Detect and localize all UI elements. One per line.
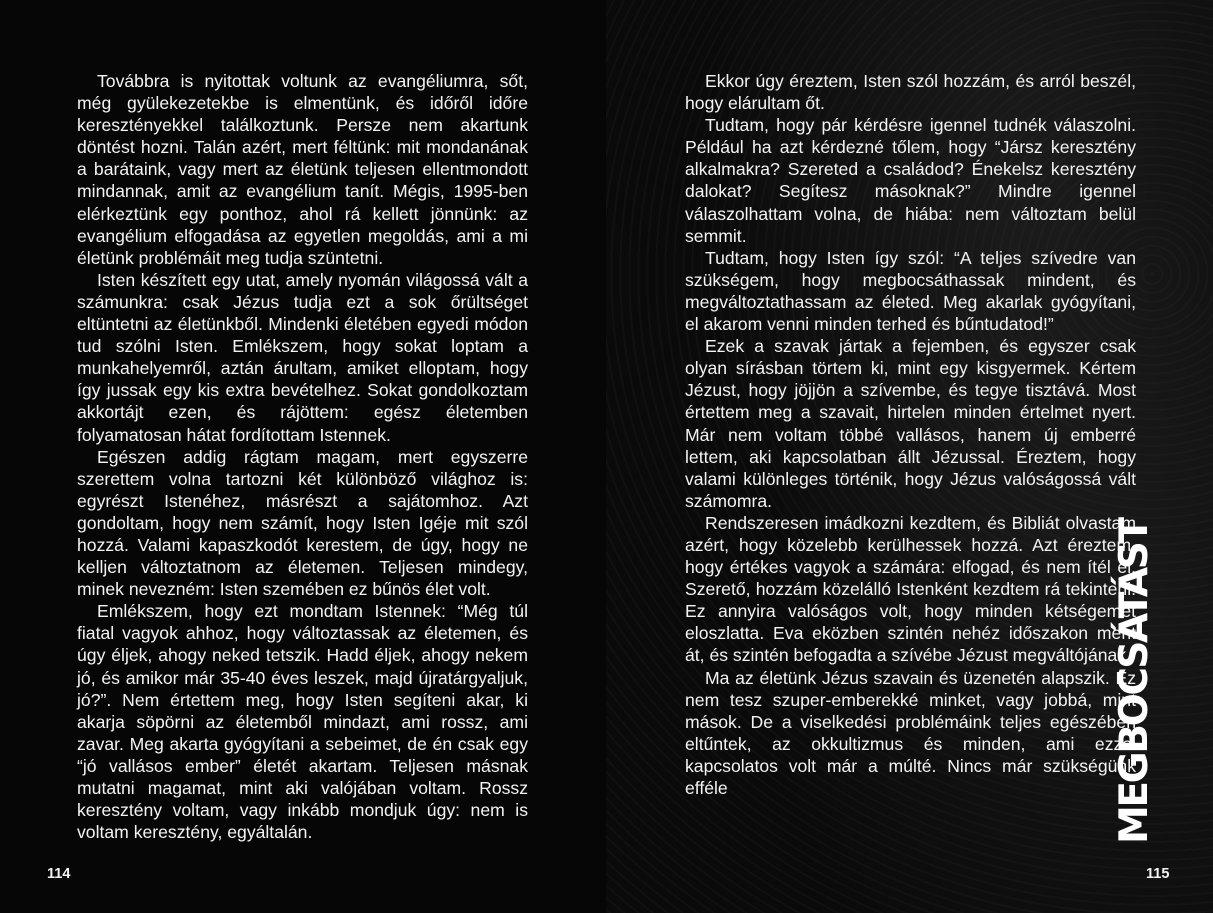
page-number-right: 115 xyxy=(1146,866,1170,882)
paragraph: Továbbra is nyitottak voltunk az evangéliumra, sőt, még gyülekezetekbe is elmentünk, és időről időre keresztényekkel találkoztunk. Persze nem akartunk döntést hozni. Talán azért, mert féltünk: mit mondanának a barátaink, vagy mert az életünk teljesen ellentmondott mindannak, amit az evangélium tanít. Mégis, 1995-ben elérkeztünk egy ponthoz, ahol rá kellett jönnünk: az evangélium elfogadása az egyetlen megoldás, ami a mi életünk problémáit meg tudja szüntetni. xyxy=(77,71,528,268)
chapter-side-title: MEGBOCSÁTÁST xyxy=(1112,519,1157,844)
paragraph: Rendszeresen imádkozni kezdtem, és Bibliát olvastam azért, hogy közelebb kerülhessek hozzá. Azt éreztem, hogy értékes vagyok a számára: elfogad, és nem ítél el. Szerető, hozzám közelálló Istenként kezdtem rá tekinteni. Ez annyira valóságos volt, hogy minden kétségemet eloszlatta. Eva eközben szintén nehéz időszakon ment át, és szintén befogadta a szívébe Jézust megváltójának. xyxy=(685,512,1136,666)
right-page-text xyxy=(685,70,1136,799)
paragraph: Tudtam, hogy pár kérdésre igennel tudnék válaszolni. Például ha azt kérdezné tőlem, hogy “Jársz keresztény alkalmakra? Szereted a családod? Énekelsz keresztény dalokat? Segítesz másoknak?” Mindre igennel válaszolhattam volna, de hiába: nem változtam belül semmit. xyxy=(685,115,1136,246)
left-page xyxy=(0,0,606,913)
left-page-text xyxy=(77,70,528,843)
paragraph: Emlékszem, hogy ezt mondtam Istennek: “Még túl fiatal vagyok ahhoz, hogy változtassak az életemen, és úgy éljek, ahogy neked tetszik. Hadd éljek, ahogy nekem jó, és amikor már 35-40 éves leszek, majd újratárgyaljuk, jó?”. Nem értettem meg, hogy Isten segíteni akar, ki akarja söpörni az életemből mindazt, ami rossz, ami zavar. Meg akarta gyógyítani a sebeimet, de én csak egy “jó vallásos ember” életét akartam. Teljesen másnak mutatni magamat, mint aki valójában voltam. Rossz keresztény voltam, vagy inkább mondjuk úgy: nem is voltam keresztény, egyáltalán. xyxy=(77,601,528,843)
paragraph: Ekkor úgy éreztem, Isten szól hozzám, és arról beszél, hogy elárultam őt. xyxy=(685,71,1136,114)
page-number-left: 114 xyxy=(47,866,71,882)
paragraph: Tudtam, hogy Isten így szól: “A teljes szívedre van szükségem, hogy megbocsáthassak mindent, és megváltoztathassam az életed. Meg akarlak gyógyítani, el akarom venni minden terhed és bűntudatod!” xyxy=(685,247,1136,335)
paragraph: Egészen addig rágtam magam, mert egyszerre szerettem volna tartozni két különböző világhoz is: egyrészt Istenéhez, másrészt a sajátomhoz. Azt gondoltam, hogy nem számít, hogy Isten Igéje mit szól hozzá. Valami kapaszkodót kerestem, de úgy, hogy ne kelljen változtatnom az életemen. Teljesen mindegy, minek nevezném: Isten szemében ez bűnös élet volt. xyxy=(77,446,528,600)
paragraph: Ma az életünk Jézus szavain és üzenetén alapszik. Ez nem tesz szuper-emberekké minket, vagy jobbá, mint mások. De a viselkedési problémáink teljes egészében eltűntek, az okkultizmus és minden, ami ezzel kapcsolatos volt már a múlté. Nincs már szükségünk efféle xyxy=(685,667,1136,798)
paragraph: Isten készített egy utat, amely nyomán világossá vált a számunkra: csak Jézus tudja ezt a sok őrültséget eltüntetni az életünkből. Mindenki életében egyedi módon tud szólni Isten. Emlékszem, hogy sokat loptam a munkahelyemről, aztán árultam, amiket elloptam, hogy így jussak egy kis extra bevételhez. Sokat gondolkoztam akkortájt ezen, és rájöttem: egész életemben folyamatosan hátat fordítottam Istennek. xyxy=(77,269,528,445)
paragraph: Ezek a szavak jártak a fejemben, és egyszer csak olyan sírásban törtem ki, mint egy kisgyermek. Kértem Jézust, hogy jöjjön a szívembe, és tegye tisztává. Most értettem meg a szavait, hirtelen minden értelmet nyert. Már nem voltam többé vallásos, hanem új emberré lettem, aki kapcsolatban állt Jézussal. Éreztem, hogy valami különleges történik, hogy Jézus valóságossá vált számomra. xyxy=(685,336,1136,511)
